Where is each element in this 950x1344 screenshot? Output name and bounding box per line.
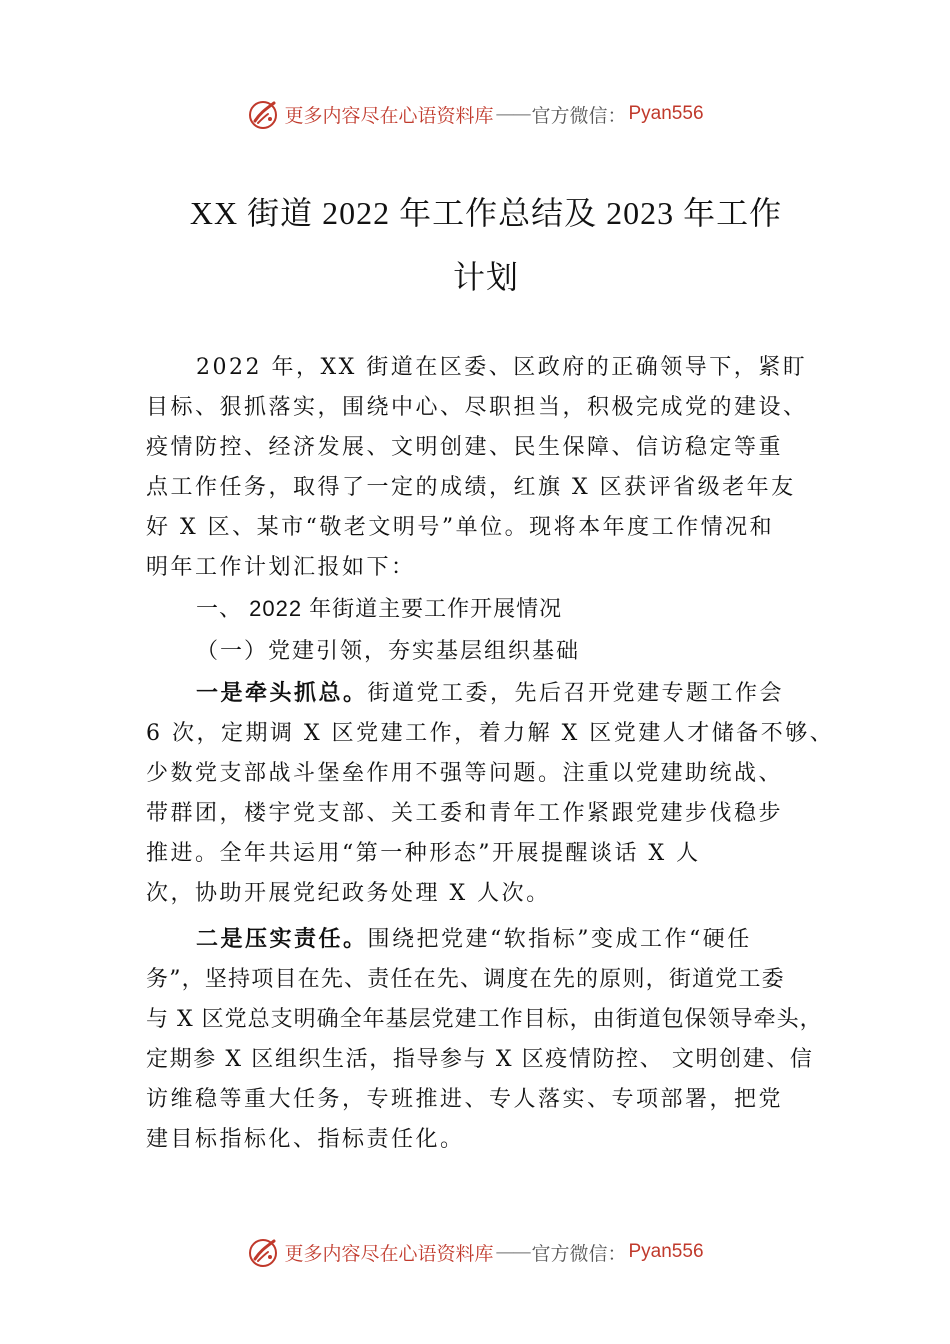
item1-line: 少数党支部战斗堡垒作用不强等问题。注重以党建助统战、 — [146, 761, 784, 786]
brush-logo-icon — [246, 97, 280, 131]
banner-wechat-id: Pyan556 — [628, 1241, 704, 1262]
item2-line: 访维稳等重大任务，专班推进、专人落实、专项部署，把党 — [146, 1087, 784, 1112]
item2-line: 建目标指标化、指标责任化。 — [146, 1127, 465, 1152]
banner-official-text: 官方微信： — [531, 1242, 627, 1265]
item1-first-line — [196, 676, 784, 707]
section-heading: 一、 2022 年街道主要工作开展情况 — [196, 596, 563, 621]
intro-line: 点工作任务，取得了一定的成绩，红旗 X 区获评省级老年友 — [146, 475, 796, 500]
item2-line: 务”，坚持项目在先、责任在先、调度在先的原则，街道党工委 — [146, 967, 785, 992]
intro-line: 2022 年，XX 街道在区委、区政府的正确领导下，紧盯 — [196, 355, 808, 380]
item1-first-line-rest: 街道党工委，先后召开党建专题工作会 — [367, 681, 785, 706]
item1-lead: 一是牵头抓总。 — [196, 680, 368, 706]
document-title-line-2: 计划 — [452, 259, 519, 295]
item1-line: 带群团，楼宇党支部、关工委和青年工作紧跟党建步伐稳步 — [146, 801, 784, 826]
banner-dash: —— — [495, 1241, 530, 1263]
item2-line: 定期参 X 区组织生活，指导参与 X 区疫情防控、 文明创建、信 — [146, 1047, 814, 1072]
banner-dash: —— — [495, 103, 530, 125]
banner-library-text: 更多内容尽在心语资料库 — [284, 1242, 494, 1265]
item2-lead: 二是压实责任。 — [196, 926, 368, 952]
item1-line: 6 次，定期调 X 区党建工作，着力解 X 区党建人才储备不够、 — [146, 721, 835, 746]
subsection-heading: （一）党建引领，夯实基层组织基础 — [196, 639, 581, 664]
item1-line: 推进。全年共运用“第一种形态”开展提醒谈话 X 人 — [146, 841, 701, 866]
footer-banner — [0, 1232, 950, 1272]
intro-line: 明年工作计划汇报如下： — [146, 555, 416, 580]
banner-library-text: 更多内容尽在心语资料库 — [284, 104, 494, 127]
item2-first-line — [196, 922, 752, 953]
intro-line: 目标、狠抓落实，围绕中心、尽职担当，积极完成党的建设、 — [146, 395, 808, 420]
intro-line: 疫情防控、经济发展、文明创建、民生保障、信访稳定等重 — [146, 435, 784, 460]
header-banner — [0, 94, 950, 134]
item1-line: 次，协助开展党纪政务处理 X 人次。 — [146, 881, 551, 906]
item2-line: 与 X 区党总支明确全年基层党建工作目标，由街道包保领导牵头， — [146, 1007, 823, 1032]
document-title-line-1: XX 街道 2022 年工作总结及 2023 年工作 — [189, 195, 783, 231]
item2-first-line-rest: 围绕把党建“软指标”变成工作“硬任 — [367, 927, 752, 952]
banner-official-text: 官方微信： — [531, 104, 627, 127]
intro-line: 好 X 区、某市“敬老文明号”单位。现将本年度工作情况和 — [146, 515, 775, 540]
brush-logo-icon — [246, 1235, 280, 1269]
banner-wechat-id: Pyan556 — [628, 103, 704, 124]
